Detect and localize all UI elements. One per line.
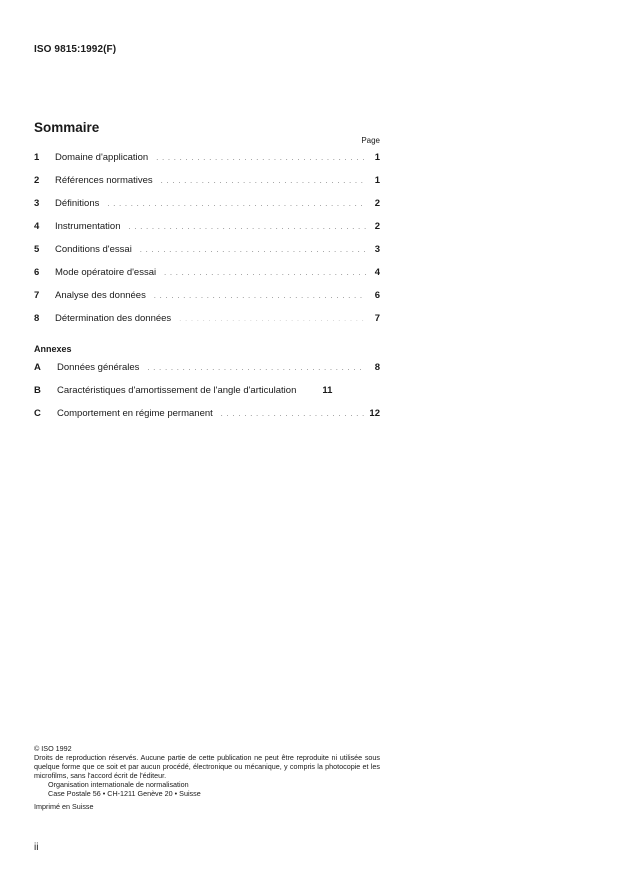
toc-entry-1[interactable] <box>34 152 380 175</box>
page-title: Sommaire <box>34 120 100 135</box>
toc-entry-number: 7 <box>34 290 40 301</box>
dot-leader <box>179 316 366 323</box>
toc-entry-page: 7 <box>374 313 380 324</box>
toc-entry-title: Instrumentation <box>55 221 121 232</box>
toc-entry-page: 1 <box>374 175 380 186</box>
dot-leader <box>140 247 366 254</box>
printed-in: Imprimé en Suisse <box>34 802 94 811</box>
dot-leader <box>107 201 366 208</box>
annex-entry-a[interactable] <box>34 362 380 385</box>
annex-entry-b[interactable] <box>34 385 380 408</box>
toc-entry-3[interactable] <box>34 198 380 221</box>
annexes-list <box>34 362 380 431</box>
annex-page: 11 <box>322 385 333 396</box>
annex-page: 8 <box>374 362 380 373</box>
toc-entry-title: Références normatives <box>55 175 153 186</box>
dot-leader <box>221 411 366 418</box>
toc-entry-title: Détermination des données <box>55 313 172 324</box>
toc-entry-number: 1 <box>34 152 40 163</box>
toc-entry-2[interactable] <box>34 175 380 198</box>
dot-leader <box>164 270 366 277</box>
toc-entry-page: 1 <box>374 152 380 163</box>
dot-leader <box>156 155 366 162</box>
toc-entry-number: 6 <box>34 267 40 278</box>
toc-entry-4[interactable] <box>34 221 380 244</box>
dot-leader <box>161 178 366 185</box>
toc-entry-title: Conditions d'essai <box>55 244 132 255</box>
toc-entry-number: 2 <box>34 175 40 186</box>
toc-entry-number: 4 <box>34 221 40 232</box>
toc-entry-6[interactable] <box>34 267 380 290</box>
annex-title: Données générales <box>57 362 140 373</box>
annex-title: Comportement en régime permanent <box>57 408 213 419</box>
toc-entry-page: 6 <box>374 290 380 301</box>
toc-entry-page: 2 <box>374 221 380 232</box>
toc-entry-page: 3 <box>374 244 380 255</box>
toc-entry-number: 5 <box>34 244 40 255</box>
toc-entry-7[interactable] <box>34 290 380 313</box>
toc-entry-8[interactable] <box>34 313 380 336</box>
copyright-block <box>34 744 380 811</box>
toc-entry-page: 2 <box>374 198 380 209</box>
toc-entry-title: Analyse des données <box>55 290 146 301</box>
toc-entry-number: 3 <box>34 198 40 209</box>
annexes-heading: Annexes <box>34 344 72 354</box>
document-id: ISO 9815:1992(F) <box>34 44 117 55</box>
dot-leader <box>154 293 366 300</box>
annex-letter: B <box>34 385 41 396</box>
toc-entry-number: 8 <box>34 313 40 324</box>
annex-title: Caractéristiques d'amortissement de l'angle d'articulation <box>57 385 297 396</box>
annex-page: 12 <box>369 408 380 419</box>
publisher-name: Organisation internationale de normalisation <box>48 780 189 789</box>
toc-entry-5[interactable] <box>34 244 380 267</box>
annex-letter: A <box>34 362 41 373</box>
toc-entry-title: Définitions <box>55 198 100 209</box>
rights-statement: Droits de reproduction réservés. Aucune partie de cette publication ne peut être reproduite ni utilisée sous quelque forme que ce soit et par aucun procédé, électronique ou mécanique, y compris la photocopie et les microfilms, sans l'accord écrit de l'éditeur. <box>34 753 380 780</box>
annex-letter: C <box>34 408 41 419</box>
copyright-notice: © ISO 1992 <box>34 744 72 753</box>
page-column-label: Page <box>361 136 380 145</box>
dot-leader <box>128 224 366 231</box>
toc-entry-title: Mode opératoire d'essai <box>55 267 157 278</box>
dot-leader <box>147 365 366 372</box>
page-number: ii <box>34 842 39 853</box>
table-of-contents <box>34 152 380 336</box>
toc-entry-page: 4 <box>374 267 380 278</box>
annex-entry-c[interactable] <box>34 408 380 431</box>
publisher-address: Case Postale 56 • CH-1211 Genève 20 • Suisse <box>48 789 201 798</box>
toc-entry-title: Domaine d'application <box>55 152 149 163</box>
